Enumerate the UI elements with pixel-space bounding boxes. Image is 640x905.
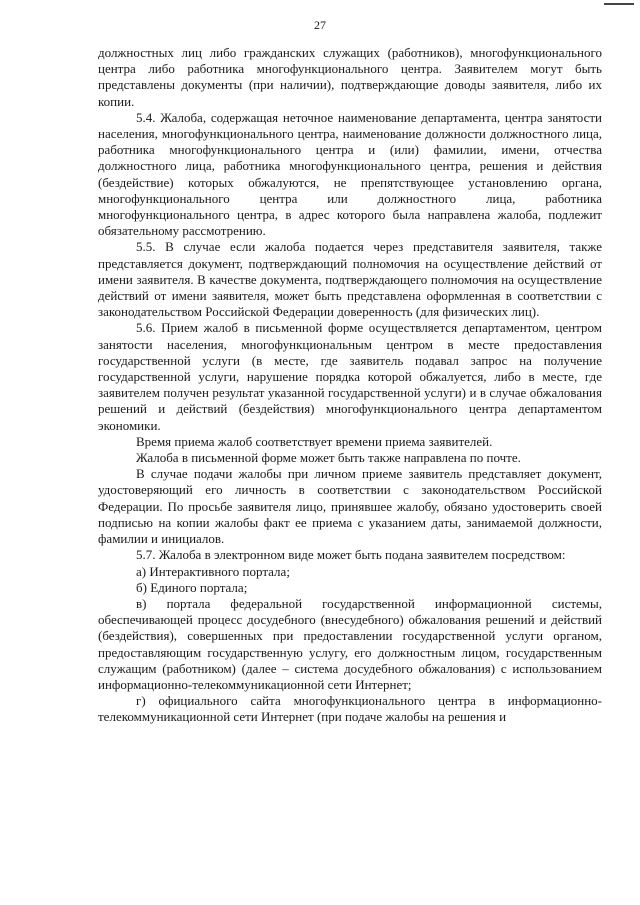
list-item-b: б) Единого портала;: [136, 579, 248, 595]
list-item-a: а) Интерактивного портала;: [136, 563, 290, 579]
paragraph-reception-time: Время приема жалоб соответствует времени приема заявителей.: [136, 433, 493, 449]
scan-corner-mark: [604, 3, 634, 5]
list-item-g: г) официального сайта многофункционального центра в информационно-телекоммуникационной сети Интернет (при подаче жалобы на решения и: [98, 693, 602, 725]
list-item-v: в) портала федеральной государственной информационной системы, обеспечивающей процесс досудебного (внесудебного) обжалования решений и действий (бездействия), совершенных при предоставлении государственной услуги органом, предоставляющим государственную услугу, его должностным лицом, государственным служащим (работником) (далее – система досудебного обжалования) с использованием информационно-телекоммуникационной сети Интернет;: [98, 595, 602, 692]
paragraph-5-7: 5.7. Жалоба в электронном виде может быть подана заявителем посредством:: [136, 547, 566, 563]
paragraph-mail: Жалоба в письменной форме может быть также направлена по почте.: [136, 450, 521, 466]
paragraph-continuation: должностных лиц либо гражданских служащих (работников), многофункционального центра либо работника многофункционального центра. Заявителем могут быть представлены документы (при наличии), подтверждающие доводы заявителя, либо их копии.: [98, 45, 602, 109]
paragraph-5-4: 5.4. Жалоба, содержащая неточное наименование департамента, центра занятости населения, многофункционального центра, наименование должности должностного лица, работника многофункционального центра и (или) фамилии, имени, отчества должностного лица, работника многофункционального центра, решения и действия (бездействие) которых обжалуются, не препятствующее установлению органа, многофункционального центра или должностного лица, работника многофункционального центра, в адрес которого была направлена жалоба, подлежит обязательному рассмотрению.: [98, 109, 602, 239]
paragraph-5-5: 5.5. В случае если жалоба подается через представителя заявителя, также представляется документ, подтверждающий полномочия на осуществление действий от имени заявителя. В качестве документа, подтверждающего полномочия на осуществление действий от имени заявителя, может быть представлена оформленная в соответствии с законодательством Российской Федерации доверенность (для физических лиц).: [98, 239, 602, 320]
paragraph-personal-reception: В случае подачи жалобы при личном приеме заявитель представляет документ, удостоверяющий его личность в соответствии с законодательством Российской Федерации. По просьбе заявителя лицо, принявшее жалобу, обязано удостоверить своей подписью на копии жалобы факт ее приема с указанием даты, занимаемой должности, фамилии и инициалов.: [98, 466, 602, 547]
paragraph-5-6: 5.6. Прием жалоб в письменной форме осуществляется департаментом, центром занятости населения, многофункциональным центром в месте предоставления государственной услуги (в месте, где заявитель подавал запрос на получение государственной услуги, нарушение порядка которой обжалуется, либо в месте, где заявителем получен результат указанной государственной услуги) и в случае обжалования решений и действий (бездействия) многофункционального центра департаментом экономики.: [98, 320, 602, 433]
page-number: 27: [314, 18, 326, 32]
document-body: [98, 45, 602, 726]
